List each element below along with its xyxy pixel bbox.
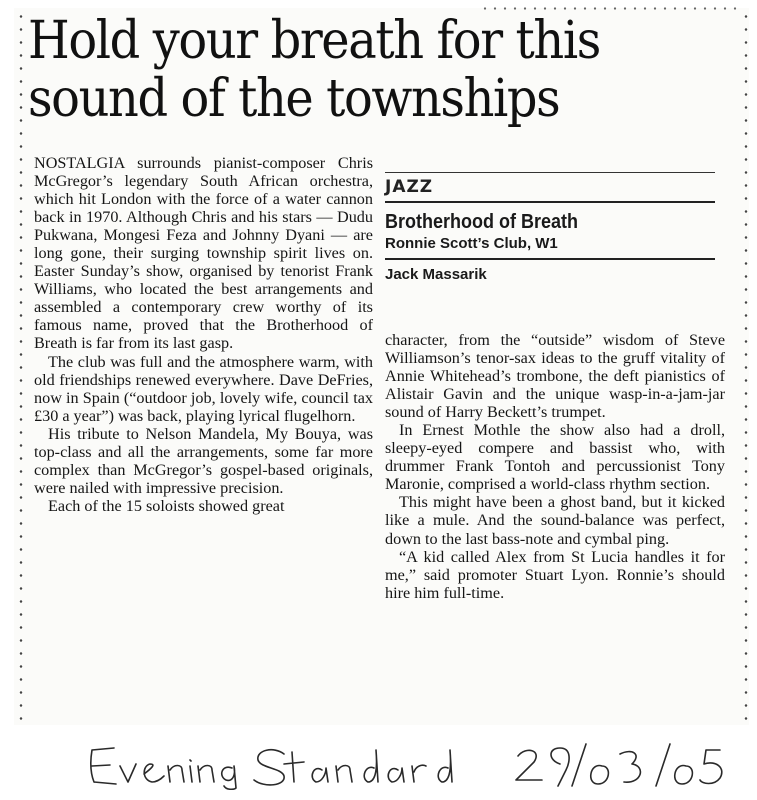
headline-line-1: Hold your breath for this: [28, 11, 600, 71]
divider: [385, 258, 715, 260]
article-column-right: [385, 331, 725, 602]
paragraph: NOSTALGIA surrounds pianist-composer Chris McGregor’s legendary South African orchestra, which hit London with the force of a water cannon back in 1970. Although Chris and his stars — Dudu Pukwana, Mongesi Feza and Johnny Dyani — are long gone, their surging township spirit lives on. Easter Sunday’s show, organised by tenorist Frank Williams, who located the best arrangements and assembled a contemporary crew worthy of its famous name, proved that the Brotherhood of Breath is far from its last gasp.: [34, 154, 373, 353]
paragraph: This might have been a ghost band, but it kicked like a mule. And the sound-balance was perfect, down to the last bass-note and cymbal ping.: [385, 493, 725, 548]
article-column-left: [34, 154, 373, 515]
section-tag: JAZZ: [385, 177, 434, 197]
review-title: Brotherhood of Breath: [385, 211, 578, 233]
venue: Ronnie Scott’s Club, W1: [385, 235, 558, 252]
headline: [28, 12, 672, 128]
paragraph: character, from the “outside” wisdom of Steve Williamson’s tenor-sax ideas to the gruff vitality of Annie Whitehead’s trombone, the deft pianistics of Alistair Gavin and the unique wasp-in-a-jam-jar sound of Harry Beckett’s trumpet.: [385, 331, 725, 422]
divider: [385, 201, 715, 203]
paragraph: “A kid called Alex from St Lucia handles it for me,” said promoter Stuart Lyon. Ronnie’s should hire him full-time.: [385, 547, 725, 602]
review-info-box: [385, 172, 715, 284]
byline: Jack Massarik: [385, 266, 487, 283]
headline-line-2: sound of the townships: [28, 69, 560, 129]
handwritten-annotation: [86, 740, 726, 790]
paragraph: Each of the 15 soloists showed great: [48, 496, 285, 515]
divider: [385, 172, 715, 173]
left-perforation: [18, 10, 24, 722]
right-perforation: [743, 10, 749, 722]
paragraph: His tribute to Nelson Mandela, My Bouya, was top-class and all the arrangements, some far more complex than McGregor’s gospel-based originals, were nailed with impressive precision.: [34, 424, 373, 497]
paragraph: In Ernest Mothle the show also had a droll, sleepy-eyed compere and bassist who, with drummer Frank Tontoh and percussionist Tony Maronie, comprised a world-class rhythm section.: [385, 421, 725, 494]
paragraph: The club was full and the atmosphere warm, with old friendships renewed everywhere. Dave DeFries, now in Spain (“outdoor job, lovely wife, council tax £30 a year”) was back, playing lyrical flugelhorn.: [34, 352, 373, 425]
